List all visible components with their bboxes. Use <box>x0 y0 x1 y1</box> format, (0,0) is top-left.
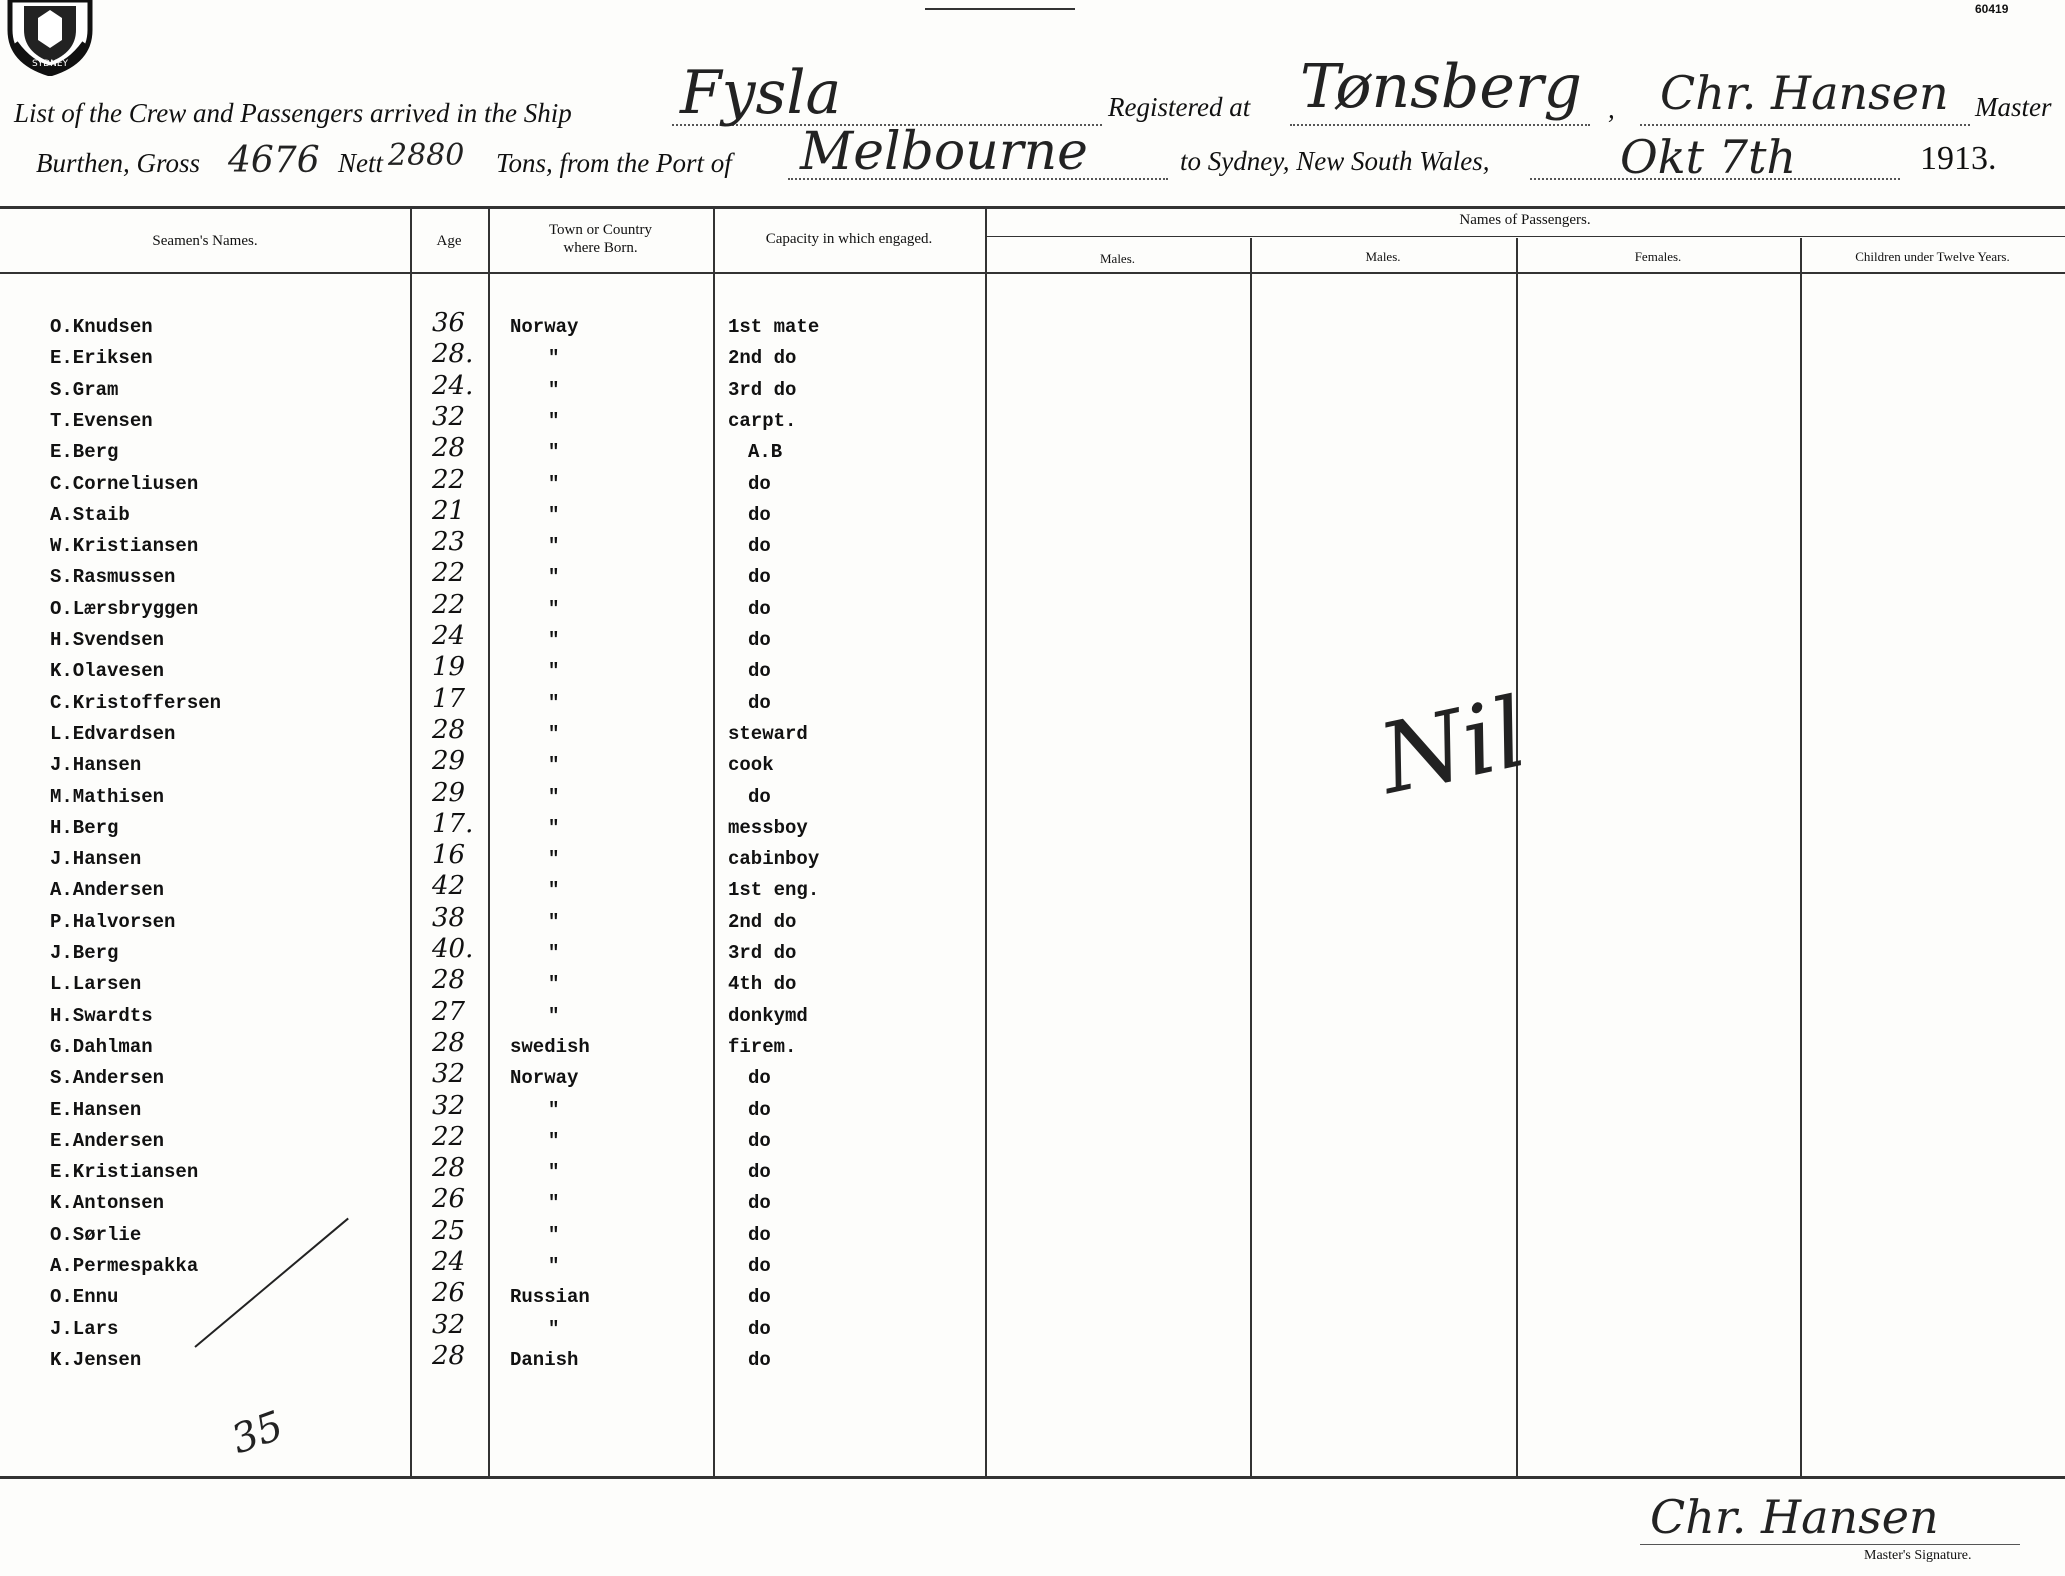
seaman-capacity: donkymd <box>728 1005 808 1027</box>
arrival-date: Okt 7th <box>1620 130 1797 184</box>
seaman-name: S.Andersen <box>50 1067 165 1089</box>
col-males-2: Males. <box>1365 249 1401 264</box>
seaman-birthplace: " <box>548 1130 560 1152</box>
seaman-birthplace: " <box>548 692 560 714</box>
seaman-age: 38 <box>432 903 466 933</box>
seaman-name: A.Staib <box>50 504 130 526</box>
seaman-age: 32 <box>432 402 466 432</box>
seaman-name: J.Berg <box>50 942 119 964</box>
col-rule-2 <box>488 208 490 1476</box>
seaman-birthplace: " <box>548 379 560 401</box>
seaman-age: 22 <box>432 465 466 495</box>
tons-from-label: Tons, from the Port of <box>496 148 732 178</box>
seaman-name: O.Knudsen <box>50 316 153 338</box>
seaman-birthplace: " <box>548 1224 560 1246</box>
seaman-capacity: do <box>748 566 771 588</box>
seaman-birthplace: " <box>548 504 560 526</box>
svg-text:SYDNEY: SYDNEY <box>31 59 69 69</box>
comma: , <box>1608 94 1615 124</box>
seaman-age: 23 <box>432 527 466 557</box>
customs-seal-logo <box>0 0 100 76</box>
seaman-name: A.Permespakka <box>50 1255 199 1277</box>
seaman-capacity: do <box>748 1067 771 1089</box>
seaman-capacity: messboy <box>728 817 808 839</box>
header-list-title: List of the Crew and Passengers arrived in the Ship <box>14 98 572 128</box>
nett-label: Nett <box>338 148 383 178</box>
seaman-age: 32 <box>432 1059 466 1089</box>
nett-tons: 2880 <box>388 138 465 173</box>
seaman-capacity: carpt. <box>728 410 797 432</box>
seaman-capacity: 3rd do <box>728 379 797 401</box>
seaman-capacity: do <box>748 535 771 557</box>
seaman-birthplace: Norway <box>510 1067 579 1089</box>
seaman-name: K.Jensen <box>50 1349 142 1371</box>
seaman-age: 32 <box>432 1310 466 1340</box>
seaman-age: 24 <box>432 1247 466 1277</box>
seaman-name: T.Evensen <box>50 410 153 432</box>
seaman-age: 32 <box>432 1091 466 1121</box>
seaman-name: O.Lærsbryggen <box>50 598 199 620</box>
col-passengers-group: Names of Passengers. <box>1459 212 1591 228</box>
registered-port-rule <box>1290 124 1590 126</box>
seaman-birthplace: " <box>548 1255 560 1277</box>
seaman-capacity: cabinboy <box>728 848 820 870</box>
col-age: Age <box>436 233 462 249</box>
seaman-age: 22 <box>432 1122 466 1152</box>
col-town-line2: where Born. <box>563 240 638 256</box>
seaman-birthplace: " <box>548 786 560 808</box>
seaman-birthplace: " <box>548 817 560 839</box>
seaman-capacity: steward <box>728 723 808 745</box>
seaman-birthplace: " <box>548 1005 560 1027</box>
document-number: 60419 <box>1975 2 2009 16</box>
seaman-age: 19 <box>432 652 466 682</box>
seaman-birthplace: " <box>548 347 560 369</box>
seaman-birthplace: " <box>548 598 560 620</box>
tally-slash <box>194 1218 348 1348</box>
registered-label: Registered at <box>1108 92 1251 122</box>
seaman-capacity: 1st eng. <box>728 879 820 901</box>
seaman-capacity: cook <box>728 754 774 776</box>
seaman-name: S.Gram <box>50 379 119 401</box>
seaman-name: M.Mathisen <box>50 786 165 808</box>
seaman-birthplace: Norway <box>510 316 579 338</box>
seaman-capacity: do <box>748 786 771 808</box>
col-capacity: Capacity in which engaged. <box>765 231 933 247</box>
seaman-birthplace: " <box>548 754 560 776</box>
seaman-name: E.Berg <box>50 441 119 463</box>
seaman-capacity: do <box>748 1192 771 1214</box>
seaman-age: 24. <box>432 371 474 401</box>
top-rule <box>925 8 1075 10</box>
seaman-name: C.Corneliusen <box>50 473 199 495</box>
seaman-birthplace: " <box>548 1099 560 1121</box>
col-rule-5 <box>1250 238 1252 1476</box>
seaman-age: 28 <box>432 433 466 463</box>
seaman-age: 28. <box>432 339 474 369</box>
seaman-birthplace: " <box>548 473 560 495</box>
col-rule-7 <box>1800 238 1802 1476</box>
seaman-age: 27 <box>432 997 466 1027</box>
col-rule-6 <box>1516 238 1518 1476</box>
seaman-name: C.Kristoffersen <box>50 692 222 714</box>
seaman-age: 17 <box>432 684 466 714</box>
seaman-capacity: do <box>748 1099 771 1121</box>
seaman-name: E.Andersen <box>50 1130 165 1152</box>
seaman-age: 25 <box>432 1216 466 1246</box>
seaman-age: 42 <box>432 871 466 901</box>
col-town-line1: Town or Country <box>548 222 653 238</box>
header-bottom-rule <box>0 272 2065 274</box>
seaman-name: E.Hansen <box>50 1099 142 1121</box>
seaman-capacity: do <box>748 1224 771 1246</box>
col-females: Females. <box>1634 249 1682 264</box>
seaman-age: 28 <box>432 1153 466 1183</box>
seaman-capacity: do <box>748 598 771 620</box>
seaman-name: H.Svendsen <box>50 629 165 651</box>
master-name: Chr. Hansen <box>1660 66 1949 120</box>
seaman-birthplace: " <box>548 942 560 964</box>
seaman-birthplace: " <box>548 723 560 745</box>
seaman-name: J.Hansen <box>50 754 142 776</box>
seaman-capacity: do <box>748 1130 771 1152</box>
seaman-capacity: do <box>748 1349 771 1371</box>
seaman-age: 24 <box>432 621 466 651</box>
seaman-age: 16 <box>432 840 466 870</box>
gross-tons: 4676 <box>228 140 320 181</box>
seaman-capacity: do <box>748 1255 771 1277</box>
seaman-name: O.Ennu <box>50 1286 119 1308</box>
passengers-group-rule <box>985 236 2065 237</box>
seaman-birthplace: Russian <box>510 1286 590 1308</box>
seaman-capacity: do <box>748 504 771 526</box>
seaman-capacity: 3rd do <box>728 942 797 964</box>
seaman-name: O.Sørlie <box>50 1224 142 1246</box>
seaman-capacity: do <box>748 1318 771 1340</box>
passengers-nil-note: Nil <box>1369 676 1536 816</box>
col-rule-1 <box>410 208 412 1476</box>
to-sydney-label: to Sydney, New South Wales, <box>1180 146 1490 176</box>
seaman-name: G.Dahlman <box>50 1036 153 1058</box>
burthen-label: Burthen, Gross <box>36 148 201 178</box>
master-name-rule <box>1640 124 1970 126</box>
seaman-birthplace: " <box>548 1318 560 1340</box>
seaman-name: H.Swardts <box>50 1005 153 1027</box>
seaman-birthplace: " <box>548 911 560 933</box>
table-bottom-rule <box>0 1476 2065 1479</box>
seaman-capacity: do <box>748 629 771 651</box>
seaman-birthplace: " <box>548 879 560 901</box>
seaman-name: K.Antonsen <box>50 1192 165 1214</box>
seaman-birthplace: " <box>548 535 560 557</box>
seaman-age: 22 <box>432 558 466 588</box>
tally-count: 35 <box>225 1402 290 1464</box>
seaman-name: S.Rasmussen <box>50 566 176 588</box>
seaman-name: W.Kristiansen <box>50 535 199 557</box>
seaman-birthplace: " <box>548 660 560 682</box>
seaman-name: L.Edvardsen <box>50 723 176 745</box>
seaman-name: A.Andersen <box>50 879 165 901</box>
seaman-capacity: do <box>748 1286 771 1308</box>
seaman-age: 26 <box>432 1278 466 1308</box>
seaman-age: 17. <box>432 809 474 839</box>
seaman-age: 28 <box>432 1341 466 1371</box>
seaman-capacity: do <box>748 473 771 495</box>
col-rule-3 <box>713 208 715 1476</box>
ship-name: Fysla <box>680 58 842 128</box>
seaman-capacity: 1st mate <box>728 316 820 338</box>
seaman-capacity: do <box>748 660 771 682</box>
seaman-capacity: 2nd do <box>728 347 797 369</box>
seaman-name: J.Hansen <box>50 848 142 870</box>
seaman-age: 26 <box>432 1184 466 1214</box>
seaman-name: E.Eriksen <box>50 347 153 369</box>
master-signature: Chr. Hansen <box>1650 1490 1939 1544</box>
table-top-rule <box>0 206 2065 209</box>
seaman-age: 29 <box>432 746 466 776</box>
master-label: Master <box>1975 92 2052 122</box>
registered-port: Tønsberg <box>1300 52 1582 122</box>
seaman-birthplace: " <box>548 973 560 995</box>
seaman-birthplace: " <box>548 410 560 432</box>
seaman-age: 28 <box>432 965 466 995</box>
seaman-capacity: do <box>748 1161 771 1183</box>
seaman-birthplace: Danish <box>510 1349 579 1371</box>
seaman-age: 21 <box>432 496 466 526</box>
seaman-birthplace: " <box>548 566 560 588</box>
seaman-name: P.Halvorsen <box>50 911 176 933</box>
seaman-name: H.Berg <box>50 817 119 839</box>
seaman-capacity: A.B <box>748 441 783 463</box>
seaman-birthplace: " <box>548 629 560 651</box>
seaman-age: 28 <box>432 715 466 745</box>
seaman-name: K.Olavesen <box>50 660 165 682</box>
seaman-birthplace: " <box>548 848 560 870</box>
seaman-capacity: firem. <box>728 1036 797 1058</box>
seaman-age: 36 <box>432 308 466 338</box>
seaman-birthplace: " <box>548 1192 560 1214</box>
from-port: Melbourne <box>800 122 1088 182</box>
seaman-birthplace: " <box>548 1161 560 1183</box>
seaman-birthplace: " <box>548 441 560 463</box>
seaman-capacity: 2nd do <box>728 911 797 933</box>
seaman-name: E.Kristiansen <box>50 1161 199 1183</box>
col-males-1: Males. <box>1099 251 1136 266</box>
signature-rule <box>1640 1544 2020 1545</box>
seaman-capacity: 4th do <box>728 973 797 995</box>
seaman-age: 28 <box>432 1028 466 1058</box>
seaman-age: 22 <box>432 590 466 620</box>
seaman-birthplace: swedish <box>510 1036 590 1058</box>
year: 1913. <box>1920 140 1997 177</box>
seaman-capacity: do <box>748 692 771 714</box>
col-seamen-names: Seamen's Names. <box>152 233 258 249</box>
seaman-name: J.Lars <box>50 1318 119 1340</box>
signature-label: Master's Signature. <box>1864 1548 1972 1563</box>
col-rule-4 <box>985 208 987 1476</box>
col-children: Children under Twelve Years. <box>1855 249 2010 264</box>
seaman-name: L.Larsen <box>50 973 142 995</box>
seaman-age: 40. <box>432 934 474 964</box>
seaman-age: 29 <box>432 778 466 808</box>
